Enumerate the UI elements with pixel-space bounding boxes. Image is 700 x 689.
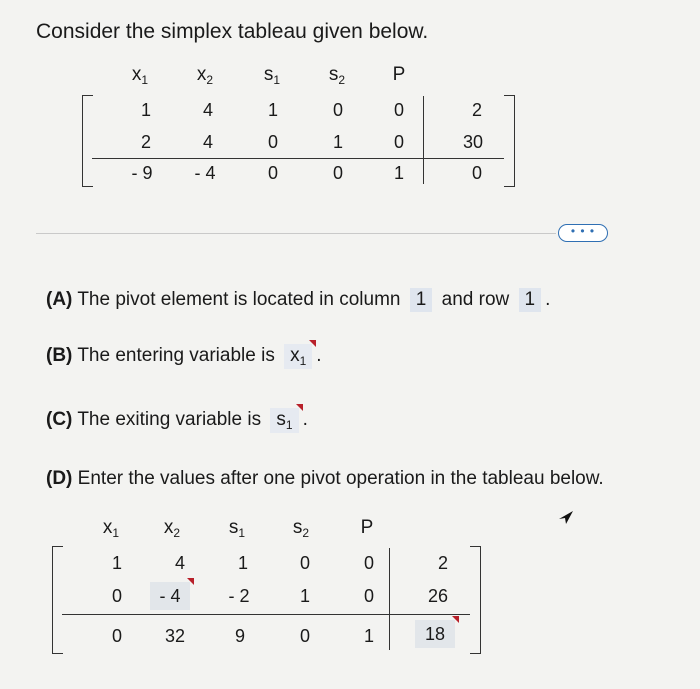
cell: 0 — [332, 163, 344, 183]
rhs-divider — [423, 96, 424, 184]
header-x1: $x_1$ — [131, 64, 149, 87]
cell: 2 — [140, 132, 152, 152]
cell: 1 — [363, 626, 375, 646]
header-x1: $x_1$ — [102, 517, 120, 540]
cell: 0 — [363, 586, 375, 606]
answer-column[interactable]: 1 — [410, 288, 433, 312]
cell: 1 — [393, 163, 405, 183]
incorrect-flag-icon — [187, 578, 194, 585]
cell: 2 — [471, 100, 483, 120]
right-bracket — [470, 546, 481, 654]
header-x2: $x_2$ — [163, 517, 181, 540]
cell: 0 — [363, 553, 375, 573]
rhs-divider — [389, 548, 390, 650]
cell: 1 — [140, 100, 152, 120]
mouse-pointer-icon — [557, 505, 577, 527]
cell: 0 — [299, 626, 311, 646]
cell: 0 — [299, 553, 311, 573]
cell: 1 — [267, 100, 279, 120]
answer-entering-variable[interactable]: $x_1$ — [284, 344, 312, 369]
cell: 30 — [462, 132, 484, 152]
question-b: (B) The entering variable is $x_1$ . — [46, 344, 322, 369]
header-p: P — [360, 517, 374, 538]
question-a: (A) The pivot element is located in column 1 and row 1 . — [46, 289, 551, 310]
cell: 1 — [332, 132, 344, 152]
header-s2: $s_2$ — [328, 64, 346, 87]
cell: 0 — [393, 132, 405, 152]
cell: 0 — [111, 586, 123, 606]
left-bracket — [82, 95, 93, 187]
cell: 4 — [202, 100, 214, 120]
cell: - 2 — [228, 586, 250, 606]
cell: 0 — [471, 163, 483, 183]
question-c: (C) The exiting variable is $s_1$ . — [46, 408, 308, 433]
cell: 1 — [111, 553, 123, 573]
cell: - 4 — [194, 163, 216, 183]
cell: 2 — [437, 553, 449, 573]
cell: 0 — [267, 163, 279, 183]
right-bracket — [504, 95, 515, 187]
cell: 4 — [174, 553, 186, 573]
incorrect-flag-icon — [452, 616, 459, 623]
cell: 4 — [202, 132, 214, 152]
cell: 26 — [427, 586, 449, 606]
header-s2: $s_2$ — [292, 517, 310, 540]
cell: 0 — [111, 626, 123, 646]
cell: 9 — [234, 626, 246, 646]
incorrect-flag-icon — [296, 404, 303, 411]
answer-row[interactable]: 1 — [519, 288, 542, 312]
section-divider — [36, 233, 556, 234]
cell: 0 — [332, 100, 344, 120]
answer-input[interactable]: - 4 — [150, 582, 190, 610]
cell: 0 — [393, 100, 405, 120]
header-p: P — [392, 64, 406, 85]
answer-exiting-variable[interactable]: $s_1$ — [270, 408, 298, 433]
header-x2: $x_2$ — [196, 64, 214, 87]
question-d: (D) Enter the values after one pivot operation in the tableau below. — [46, 468, 604, 489]
header-s1: $s_1$ — [263, 64, 281, 87]
cell: 1 — [299, 586, 311, 606]
objective-divider — [62, 614, 470, 615]
cell: 0 — [267, 132, 279, 152]
left-bracket — [52, 546, 63, 654]
incorrect-flag-icon — [309, 340, 316, 347]
more-options-button[interactable]: • • • — [558, 224, 608, 242]
answer-input[interactable]: 18 — [415, 620, 455, 648]
cell: 1 — [237, 553, 249, 573]
header-s1: $s_1$ — [228, 517, 246, 540]
objective-divider — [92, 158, 504, 159]
cell: 32 — [164, 626, 186, 646]
cell: - 9 — [131, 163, 153, 183]
problem-intro: Consider the simplex tableau given below. — [36, 20, 429, 43]
